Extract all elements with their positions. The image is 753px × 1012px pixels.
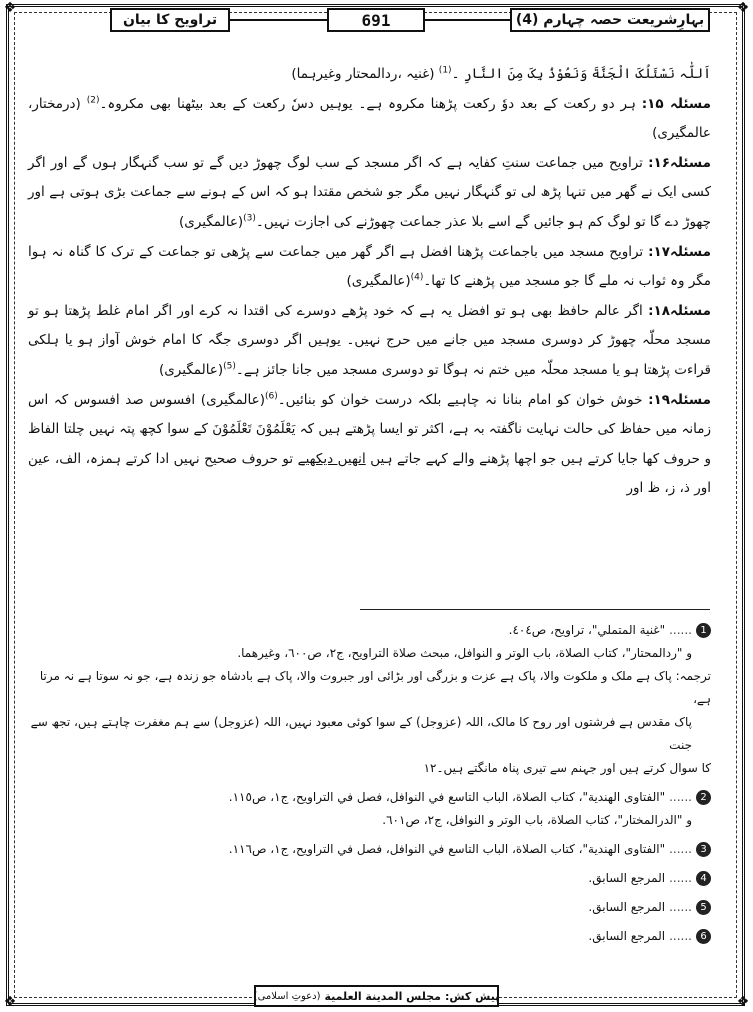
masala-text: افسوس صد افسوس کہ اس زمانہ میں حفاظ کی حالت نہایت ناگفتہ بہ ہے، اکثر تو ایسا پڑھتے ہیں کہ	[28, 391, 712, 438]
source-citation: (عالمگیری)	[346, 273, 411, 290]
footnote-number[interactable]: 4	[696, 871, 711, 886]
footnotes	[28, 619, 711, 948]
footnote-2	[28, 786, 711, 809]
masala-label: مسئلہ۱۹:	[648, 391, 712, 408]
footnote-dots: ......	[669, 929, 692, 943]
footnote-translation: کا سوال کرتے ہیں اور جہنم سے تیری پناہ مانگتے ہیں۔۱۲	[423, 761, 711, 775]
footnote-ref[interactable]: (6)	[264, 391, 278, 402]
masala-15	[28, 90, 711, 149]
footnote-dots: ......	[669, 900, 692, 914]
footnote-1	[28, 619, 711, 642]
masala-text: تراویح مسجد میں باجماعت پڑھنا افضل ہے اگر گھر میں جماعت سے پڑھی تو جماعت کے ترک کا گناہ نہ ہوا مگر وہ ثواب نہ ملے گا جو مسجد میں پڑھنے کا تھا۔	[28, 243, 711, 290]
underlined-phrase: انھیں دیکھیے	[297, 450, 366, 467]
header-rule	[230, 19, 327, 21]
footnote-ref[interactable]: (3)	[243, 213, 256, 224]
ayah-text: یَعْلَمُوْنَ تَعْلَمُوْنَ	[212, 421, 296, 438]
footnote-translation: پاک مقدس ہے فرشتوں اور روح کا مالک، اللہ (عزوجل) کے سوا کوئی معبود نہیں، اللہ (عزوجل) سے ہم مغفرت چاہتے ہیں، تجھ سے جنت	[30, 715, 692, 752]
footnote-text: "غنية المتملي"، تراويح، ص٤٠٤.	[508, 623, 666, 637]
publisher-subtitle: (دعوتِ اسلامی)	[253, 990, 321, 1002]
ornament-icon: ❖	[3, 0, 17, 16]
ornament-icon: ❖	[3, 994, 17, 1010]
footnote-number[interactable]: 6	[696, 929, 711, 944]
masala-text: تراویح میں جماعت سنتِ کفایہ ہے کہ اگر مسجد کے سب لوگ چھوڑ دیں گے تو سب گنہگار ہوں گے اور اگر کسی ایک نے گھر میں تنہا پڑھ لی تو گنہگار نہیں مگر جو شخص مقتدا ہو کہ اس کے ہونے سے جماعت بڑی ہوتی ہے اور چھوڑ دے گا تو لوگ کم ہو جائیں گے اسے بلا عذر جماعت چھوڑنے کی اجازت نہیں۔	[28, 154, 711, 230]
source-citation: (درمختار، عالمگیری)	[28, 95, 711, 142]
masala-16	[28, 149, 711, 238]
page-number: 691	[327, 8, 425, 32]
footnote-ref[interactable]: (2)	[86, 95, 100, 106]
footnote-number[interactable]: 2	[696, 790, 711, 805]
ornament-icon: ❖	[736, 0, 750, 16]
masala-text: اگر عالم حافظ بھی ہو تو افضل یہ ہے کہ خود پڑھے دوسرے کی اقتدا نہ کرے اور اگر امام غلط پڑھتا ہو تو مسجد محلّہ چھوڑ کر دوسری مسجد میں جانے میں حرج نہیں۔ یوہیں اگر دوسری جگہ کا امام خوش آواز ہو یا ہلکی قراءت پڑھتا ہو یا مسجد محلّہ میں ختم نہ ہوگا تو دوسری مسجد میں جانا جائز ہے۔	[28, 302, 711, 378]
masala-18	[28, 297, 711, 386]
footnote-dots: ......	[669, 842, 692, 856]
masala-17	[28, 238, 711, 297]
masala-text: خوش خوان کو امام بنانا نہ چاہیے بلکہ درست خوان کو بنائیں۔	[277, 391, 643, 408]
source-citation: (عالمگیری)	[200, 391, 265, 408]
source-citation: (عالمگیری)	[178, 213, 244, 230]
main-text	[28, 60, 711, 504]
footnote-text: المرجع السابق.	[588, 929, 666, 943]
footnote-6	[28, 925, 711, 948]
footnote-number[interactable]: 1	[696, 623, 711, 638]
source-citation: (عالمگیری)	[158, 361, 224, 378]
dua-paragraph	[28, 60, 711, 90]
footnote-text: المرجع السابق.	[588, 871, 666, 885]
dua-text: اَللّٰہ نَسْئَلُکَ الْجَنَّةَ وَنَعُوْذُ بِکَ مِنَ النَّارِ ۔	[451, 66, 711, 82]
footnote-ref[interactable]: (4)	[410, 272, 424, 283]
footnote-text: "الفتاوى الهندية"، كتاب الصلاة، الباب التاسع في النوافل، فصل في التراويح، ج١، ص١١٦.	[228, 842, 666, 856]
footnote-ref[interactable]: (5)	[223, 361, 236, 372]
masala-label: مسئلہ۱۸:	[648, 302, 712, 319]
publisher-name: مجلس المدينة العلمية	[324, 989, 441, 1003]
masala-label: مسئلہ۱۷:	[648, 243, 711, 260]
footnote-number[interactable]: 5	[696, 900, 711, 915]
presenter-label: پیش کش:	[444, 989, 500, 1003]
footnote-number[interactable]: 3	[696, 842, 711, 857]
footnote-3	[28, 838, 711, 861]
masala-19	[28, 386, 711, 504]
masala-label: مسئلہ ۱۵:	[641, 95, 711, 112]
source-citation: (غنیہ ،ردالمحتار وغیرہما)	[291, 66, 435, 82]
book-title: بہارِشریعت حصہ چہارم (4)	[510, 8, 710, 32]
ornament-icon: ❖	[736, 994, 750, 1010]
footnote-dots: ......	[669, 623, 692, 637]
footnote-text: و "ردالمحتار"، كتاب الصلاة، باب الوتر و النوافل، مبحث صلاة التراويح، ج٢، ص٦٠٠، وغيرهما.	[237, 646, 692, 660]
footnote-4	[28, 867, 711, 890]
masala-text: تو حروف صحیح نہیں ادا کرتے ہمزہ، الف، عین اور ذ، ز، ظ اور	[28, 450, 711, 497]
footnote-dots: ......	[669, 790, 692, 804]
footnote-dots: ......	[669, 871, 692, 885]
masala-text: کے سوا کچھ پتہ نہیں چلتا الفاظ و حروف کھا جایا کرتے ہیں جو اچھا پڑھنے والے کہے جاتے ہیں	[28, 421, 711, 467]
footnote-ref[interactable]: (1)	[438, 65, 452, 76]
masala-label: مسئلہ۱۶:	[648, 154, 711, 171]
footnote-5	[28, 896, 711, 919]
footnote-text: المرجع السابق.	[588, 900, 666, 914]
chapter-title: تراویح کا بیان	[110, 8, 230, 32]
footnote-text: "الفتاوى الهندية"، كتاب الصلاة، الباب التاسع في النوافل، فصل في التراويح، ج١، ص١١٥.	[228, 790, 666, 804]
header-rule	[425, 19, 510, 21]
footnote-separator	[360, 609, 710, 610]
footnote-translation: ترجمہ: پاک ہے ملک و ملکوت والا، پاک ہے عزت و بزرگی اور بڑائی اور جبروت والا، پاک ہے بادشاہ جو زندہ ہے، جو نہ سوتا ہے نہ مرتا ہے،	[39, 669, 711, 706]
footnote-text: و "الدرالمختار"، كتاب الصلاة، باب الوتر و النوافل، ج٢، ص٦٠١.	[382, 813, 692, 827]
masala-text: ہر دو رکعت کے بعد دوٗ رکعت پڑھنا مکروہ ہے۔ یوہیں دسٗ رکعت کے بعد بیٹھنا بھی مکروہ۔	[99, 95, 636, 112]
publisher-footer	[254, 985, 499, 1007]
